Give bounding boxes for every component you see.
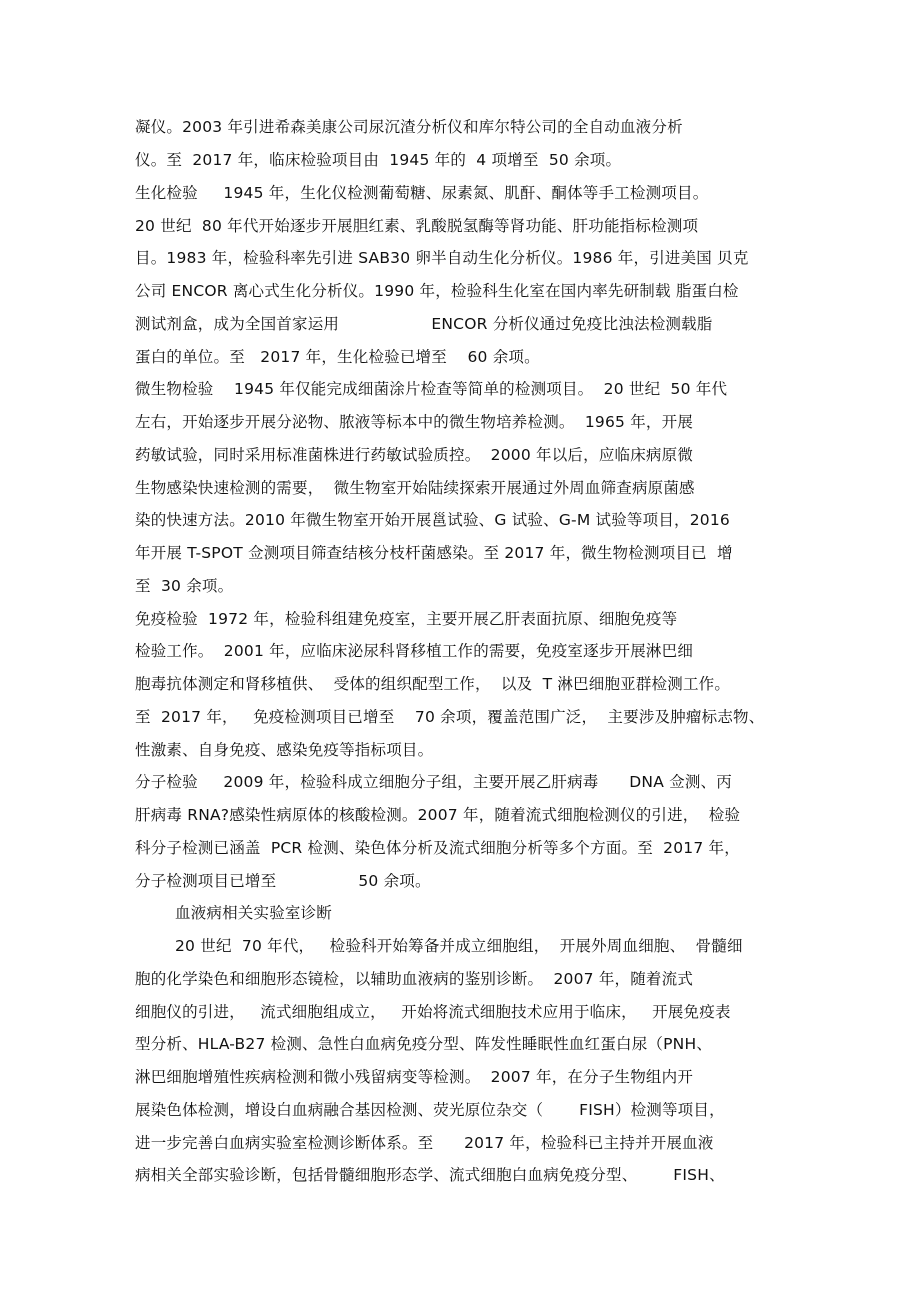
text-line: 至 30 余项。 bbox=[135, 577, 234, 595]
text-line: 肝病毒 RNA?感染性病原体的核酸检测。2007 年，随着流式细胞检测仪的引进， 检验 bbox=[135, 806, 741, 824]
text-line: 仪。至 2017 年，临床检验项目由 1945 年的 4 项增至 50 余项。 bbox=[135, 151, 622, 169]
text-line: 型分析、HLA-B27 检测、急性白血病免疫分型、阵发性睡眠性血红蛋白尿（PNH、 bbox=[135, 1035, 713, 1053]
text-line: 20 世纪 80 年代开始逐步开展胆红素、乳酸脱氢酶等肾功能、肝功能指标检测项 bbox=[135, 217, 699, 235]
text-line: 至 2017 年， 免疫检测项目已增至 70 余项，覆盖范围广泛， 主要涉及肿瘤标志物、 bbox=[135, 708, 765, 726]
text-line: 病相关全部实验诊断，包括骨髓细胞形态学、流式细胞白血病免疫分型、 FISH、 bbox=[135, 1166, 725, 1184]
text-line: 微生物检验 1945 年仅能完成细菌涂片检查等简单的检测项目。 20 世纪 50 年代 bbox=[135, 380, 728, 398]
section-heading: 血液病相关实验室诊断 bbox=[175, 904, 333, 922]
text-line: 测试剂盒，成为全国首家运用 ENCOR 分析仪通过免疫比浊法检测载脂 bbox=[135, 315, 713, 333]
text-line: 进一步完善白血病实验室检测诊断体系。至 2017 年，检验科已主持并开展血液 bbox=[135, 1134, 714, 1152]
text-line: 科分子检测已涵盖 PCR 检测、染色体分析及流式细胞分析等多个方面。至 2017 年， bbox=[135, 839, 740, 857]
text-line: 生物感染快速检测的需要， 微生物室开始陆续探索开展通过外周血筛查病原菌感 bbox=[135, 479, 695, 497]
text-line: 性激素、自身免疫、感染免疫等指标项目。 bbox=[135, 741, 434, 759]
text-line: 展染色体检测，增设白血病融合基因检测、荧光原位杂交（ FISH）检测等项目， bbox=[135, 1101, 725, 1119]
text-line: 公司 ENCOR 离心式生化分析仪。1990 年，检验科生化室在国内率先研制载 脂蛋白检 bbox=[135, 282, 739, 300]
text-line: 染的快速方法。2010 年微生物室开始开展邕试验、G 试验、G-M 试验等项目，2016 bbox=[135, 511, 730, 529]
text-line: 药敏试验，同时采用标准菌株进行药敏试验质控。 2000 年以后，应临床病原微 bbox=[135, 446, 694, 464]
text-line: 生化检验 1945 年，生化仪检测葡萄糖、尿素氮、肌酐、酮体等手工检测项目。 bbox=[135, 184, 709, 202]
text-line: 年开展 T-SPOT 佥测项目筛查结核分枝杆菌感染。至 2017 年，微生物检测项目已 增 bbox=[135, 544, 733, 562]
text-line: 胞毒抗体测定和肾移植供、 受体的组织配型工作， 以及 T 淋巴细胞亚群检测工作。 bbox=[135, 675, 731, 693]
text-line: 细胞仪的引进， 流式细胞组成立， 开始将流式细胞技术应用于临床， 开展免疫表 bbox=[135, 1003, 731, 1021]
text-line: 目。1983 年，检验科率先引进 SAB30 卵半自动生化分析仪。1986 年，引进美国 贝克 bbox=[135, 249, 749, 267]
text-line: 20 世纪 70 年代， 检验科开始筹备并成立细胞组， 开展外周血细胞、 骨髓细 bbox=[175, 937, 743, 955]
text-line: 免疫检验 1972 年，检验科组建免疫室，主要开展乙肝表面抗原、细胞免疫等 bbox=[135, 610, 678, 628]
text-line: 分子检测项目已增至 50 余项。 bbox=[135, 872, 431, 890]
text-line: 检验工作。 2001 年，应临床泌尿科肾移植工作的需要，免疫室逐步开展淋巴细 bbox=[135, 642, 694, 660]
text-line: 胞的化学染色和细胞形态镜检，以辅助血液病的鉴别诊断。 2007 年，随着流式 bbox=[135, 970, 694, 988]
text-line: 左右，开始逐步开展分泌物、脓液等标本中的微生物培养检测。 1965 年，开展 bbox=[135, 413, 694, 431]
text-line: 蛋白的单位。至 2017 年，生化检验已增至 60 余项。 bbox=[135, 348, 540, 366]
text-line: 淋巴细胞增殖性疾病检测和微小残留病变等检测。 2007 年，在分子生物组内开 bbox=[135, 1068, 694, 1086]
text-line: 凝仪。2003 年引进希森美康公司尿沉渣分析仪和库尔特公司的全自动血液分析 bbox=[135, 118, 683, 136]
text-line: 分子检验 2009 年，检验科成立细胞分子组，主要开展乙肝病毒 DNA 佥测、丙 bbox=[135, 773, 732, 791]
